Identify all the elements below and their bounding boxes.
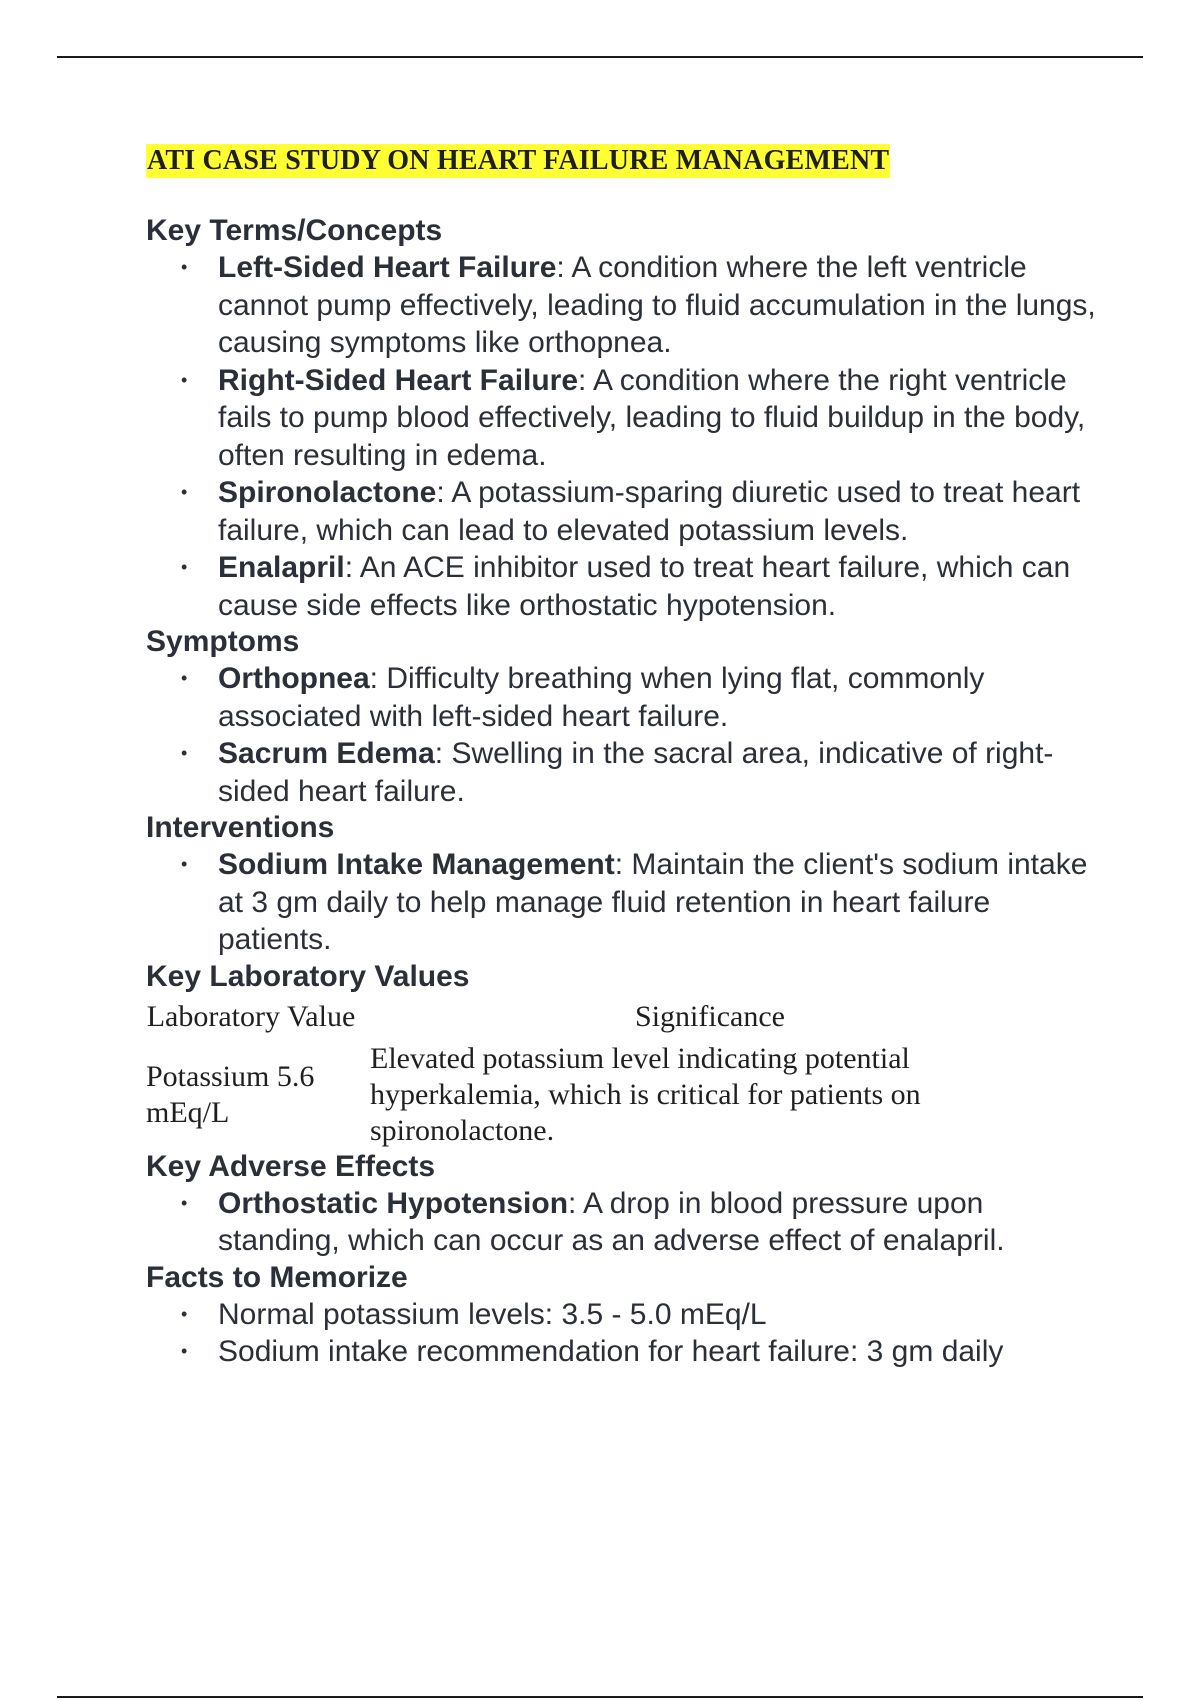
list-item — [181, 1333, 1106, 1371]
column-header-significance: Significance — [635, 999, 785, 1033]
adverse-effects-heading: Key Adverse Effects — [146, 1149, 436, 1183]
bullet-icon: • — [181, 257, 188, 277]
bullet-icon: • — [181, 369, 188, 390]
lab-values-heading: Key Laboratory Values — [146, 959, 470, 993]
key-terms-list — [146, 249, 1106, 624]
term-description: : A condition where the right ventricle fails to pump blood effectively, leading to fluid buildup in the body, often resulting in edema. — [218, 363, 1086, 472]
table-row — [146, 1041, 1050, 1149]
list-item — [181, 735, 1106, 810]
key-terms-heading: Key Terms/Concepts — [146, 214, 443, 247]
document-title: ATI CASE STUDY ON HEART FAILURE MANAGEMENT — [147, 145, 890, 176]
interventions-heading: Interventions — [146, 811, 335, 844]
table-header-row — [146, 999, 1050, 1041]
bullet-icon: • — [181, 668, 188, 688]
symptoms-heading: Symptoms — [146, 625, 300, 658]
term-description: : An ACE inhibitor used to treat heart failure, which can cause side effects like orthostatic hypotension. — [218, 551, 1071, 622]
term-label: Orthopnea — [218, 662, 370, 695]
term-label: Enalapril — [218, 551, 345, 584]
bullet-icon: • — [181, 557, 188, 577]
facts-list — [146, 1296, 1106, 1371]
term-description: : Difficulty breathing when lying flat, commonly associated with left-sided heart failure. — [218, 662, 985, 733]
interventions-list — [146, 846, 1106, 959]
term-description: : Maintain the client's sodium intake at 3 gm daily to help manage fluid retention in heart failure patients. — [218, 848, 1088, 956]
bullet-icon: • — [181, 482, 188, 502]
term-label: Sodium Intake Management — [218, 848, 615, 881]
list-item — [181, 846, 1106, 959]
term-description: : A potassium-sparing diuretic used to treat heart failure, which can lead to elevated potassium levels. — [218, 476, 1081, 547]
bullet-icon: • — [181, 1341, 188, 1361]
bottom-rule — [57, 1696, 1143, 1698]
fact-text: Normal potassium levels: 3.5 - 5.0 mEq/L — [218, 1297, 767, 1331]
lab-value-cell: Potassium 5.6 mEq/L — [146, 1059, 315, 1129]
term-label: Orthostatic Hypotension — [218, 1186, 569, 1220]
lab-values-table — [146, 999, 1050, 1149]
term-label: Left-Sided Heart Failure — [218, 251, 557, 284]
term-description: : A drop in blood pressure upon standing, which can occur as an adverse effect of enalapril. — [218, 1186, 1005, 1257]
list-item — [181, 660, 1106, 735]
bullet-icon: • — [181, 1192, 188, 1213]
bullet-icon: • — [181, 1303, 188, 1324]
symptoms-list — [146, 660, 1106, 810]
term-description: : Swelling in the sacral area, indicative of right-sided heart failure. — [218, 737, 1054, 808]
bullet-icon: • — [181, 743, 188, 763]
list-item — [181, 362, 1106, 475]
facts-heading: Facts to Memorize — [146, 1260, 408, 1294]
term-label: Right-Sided Heart Failure — [218, 363, 579, 397]
top-rule — [57, 56, 1143, 58]
list-item — [181, 1296, 1106, 1334]
list-item — [181, 1185, 1106, 1260]
term-label: Spironolactone — [218, 476, 437, 509]
adverse-effects-list — [146, 1185, 1106, 1260]
document-body — [146, 144, 1106, 1371]
list-item — [181, 474, 1106, 549]
column-header-lab-value: Laboratory Value — [146, 999, 356, 1033]
term-label: Sacrum Edema — [218, 737, 435, 770]
term-description: : A condition where the left ventricle cannot pump effectively, leading to fluid accumulation in the lungs, causing symptoms like orthopnea. — [218, 251, 1096, 359]
list-item — [181, 549, 1106, 624]
fact-text: Sodium intake recommendation for heart failure: 3 gm daily — [218, 1335, 1004, 1368]
bullet-icon: • — [181, 854, 188, 874]
significance-cell: Elevated potassium level indicating potential hyperkalemia, which is critical for patients on spironolactone. — [370, 1041, 921, 1147]
list-item — [181, 249, 1106, 362]
